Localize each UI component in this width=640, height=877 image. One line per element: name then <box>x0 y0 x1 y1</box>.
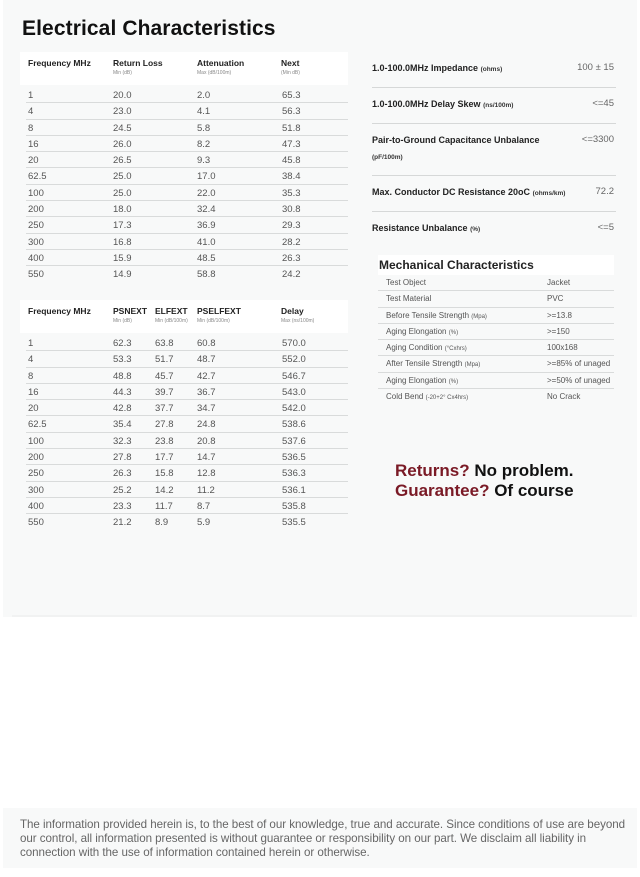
mechanical-value: No Crack <box>547 392 581 402</box>
table-cell: 24.8 <box>197 419 216 431</box>
spec-value: 72.2 <box>595 186 614 197</box>
table-cell: 570.0 <box>282 338 306 349</box>
table-cell: 22.0 <box>197 187 216 199</box>
mechanical-label-text: Test Object <box>386 278 427 287</box>
mechanical-label <box>386 392 468 401</box>
mechanical-row <box>378 324 614 340</box>
mechanical-label <box>386 311 487 320</box>
table-cell: 51.8 <box>282 122 301 134</box>
table-cell: 400 <box>28 500 44 512</box>
mechanical-unit: (Mpa) <box>471 313 487 320</box>
table-cell: 32.4 <box>197 204 216 216</box>
table-cell: 41.0 <box>197 236 216 248</box>
spec-label <box>372 184 572 202</box>
table-cell: 29.3 <box>282 220 301 232</box>
table-cell: 550 <box>28 517 44 529</box>
table-cell: 536.3 <box>282 468 306 480</box>
table-row <box>26 136 348 152</box>
table-row <box>26 400 348 416</box>
mechanical-label <box>386 343 467 352</box>
mechanical-row <box>378 291 614 307</box>
table-cell: 15.9 <box>113 252 132 264</box>
table-row <box>26 234 348 250</box>
spec-item <box>372 124 616 176</box>
spec-label-text: Resistance Unbalance <box>372 223 468 233</box>
table-row <box>26 384 348 400</box>
table-cell: 300 <box>28 236 44 248</box>
slogan-answer-returns: No problem. <box>469 461 574 480</box>
table-cell: 5.8 <box>197 122 211 134</box>
table-cell: 17.3 <box>113 220 132 232</box>
table-cell: 24.5 <box>113 122 132 134</box>
table-cell: 536.5 <box>282 452 306 464</box>
table-cell: 18.0 <box>113 204 132 216</box>
table-cell: 63.8 <box>155 338 174 349</box>
table-cell: 535.8 <box>282 500 306 512</box>
table-cell: 28.2 <box>282 236 301 248</box>
table-row <box>26 168 348 184</box>
table-cell: 543.0 <box>282 386 306 398</box>
mechanical-label <box>386 376 458 385</box>
mechanical-label-text: After Tensile Strength <box>386 359 463 369</box>
mechanical-label-text: Before Tensile Strength <box>386 310 470 320</box>
spec-value: 100 ± 15 <box>577 62 614 73</box>
table-cell: 8 <box>28 122 34 134</box>
table-cell: 8.2 <box>197 138 211 150</box>
table-row <box>26 514 348 530</box>
table-cell: 1 <box>28 90 34 101</box>
table-row <box>26 368 348 384</box>
table-cell: 4 <box>28 354 34 366</box>
table-row <box>26 152 348 168</box>
table-cell: 32.3 <box>113 435 132 447</box>
mechanical-row <box>378 275 614 291</box>
table-cell: 546.7 <box>282 370 306 382</box>
table-cell: 23.0 <box>113 106 132 118</box>
slogan-line-2 <box>395 481 574 501</box>
table-row <box>26 266 348 282</box>
spec-label-text: Max. Conductor DC Resistance 20oC <box>372 187 531 197</box>
column-header-psnext: PSNEXT Min (dB) <box>113 306 148 324</box>
mechanical-unit: (°Cxhrs) <box>444 346 467 353</box>
table-cell: 62.5 <box>28 171 47 183</box>
table-cell: 4 <box>28 106 34 118</box>
table-cell: 27.8 <box>113 452 132 464</box>
table-row <box>26 482 348 498</box>
table-cell: 51.7 <box>155 354 174 366</box>
mechanical-label <box>386 327 458 336</box>
table-cell: 26.3 <box>113 468 132 480</box>
table-cell: 20 <box>28 155 39 167</box>
table-row <box>26 498 348 514</box>
table-row <box>26 335 348 351</box>
mechanical-label <box>386 278 426 287</box>
slogan-question-guarantee: Guarantee? <box>395 481 490 500</box>
spec-value: <=3300 <box>581 134 614 145</box>
table-cell: 16 <box>28 386 39 398</box>
mechanical-row <box>378 340 614 356</box>
mechanical-label-text: Test Material <box>386 294 432 304</box>
table-cell: 250 <box>28 220 44 232</box>
table-cell: 23.3 <box>113 500 132 512</box>
table-header <box>20 300 348 333</box>
mechanical-unit: (-20+2° Cx4hrs) <box>425 395 469 402</box>
mechanical-row <box>378 389 614 405</box>
spec-unit: (ohms/km) <box>532 190 566 197</box>
table-cell: 17.7 <box>155 452 174 464</box>
table-cell: 20 <box>28 403 39 415</box>
slogan-answer-guarantee: Of course <box>489 481 574 500</box>
table-body <box>20 335 348 531</box>
slogan <box>395 461 574 501</box>
table-cell: 536.1 <box>282 484 306 496</box>
table-cell: 30.8 <box>282 204 301 216</box>
table-row <box>26 465 348 481</box>
mechanical-row <box>378 308 614 324</box>
spec-label <box>372 60 572 78</box>
slogan-line-1 <box>395 461 574 481</box>
table-cell: 25.0 <box>113 171 132 183</box>
table-cell: 25.2 <box>113 484 132 496</box>
mechanical-unit: (%) <box>448 329 459 336</box>
column-header-frequency: Frequency MHz <box>28 58 91 68</box>
electrical-specs-list <box>372 52 616 247</box>
spec-label-text: Pair-to-Ground Capacitance Unbalance <box>372 135 540 145</box>
table-cell: 26.3 <box>282 252 301 264</box>
table-row <box>26 103 348 119</box>
spec-unit: (%) <box>470 226 481 233</box>
table-cell: 44.3 <box>113 386 132 398</box>
table-cell: 538.6 <box>282 419 306 431</box>
mechanical-row <box>378 356 614 372</box>
table-cell: 48.5 <box>197 252 216 264</box>
table-cell: 26.5 <box>113 155 132 167</box>
table-cell: 300 <box>28 484 44 496</box>
table-cell: 24.2 <box>282 269 301 281</box>
mechanical-title: Mechanical Characteristics <box>379 258 534 272</box>
spec-item <box>372 52 616 88</box>
table-row <box>26 433 348 449</box>
spec-item <box>372 176 616 212</box>
table-cell: 16.8 <box>113 236 132 248</box>
table-cell: 14.9 <box>113 269 132 281</box>
table-cell: 542.0 <box>282 403 306 415</box>
table-cell: 34.7 <box>197 403 216 415</box>
table-cell: 9.3 <box>197 155 211 167</box>
table-row <box>26 449 348 465</box>
table-cell: 38.4 <box>282 171 301 183</box>
table-cell: 2.0 <box>197 90 211 101</box>
table-cell: 36.7 <box>197 386 216 398</box>
table-row <box>26 87 348 103</box>
table-cell: 37.7 <box>155 403 174 415</box>
mechanical-label <box>386 294 431 303</box>
mechanical-label-text: Aging Elongation <box>386 326 447 336</box>
table-row <box>26 120 348 136</box>
mechanical-value: PVC <box>547 294 564 304</box>
spec-item <box>372 212 616 247</box>
table-cell: 20.0 <box>113 90 132 101</box>
mechanical-value: >=50% of unaged <box>547 375 611 385</box>
table-cell: 14.2 <box>155 484 174 496</box>
spec-value: <=5 <box>597 222 614 233</box>
spec-label-text: 1.0-100.0MHz Delay Skew <box>372 99 481 109</box>
table-cell: 11.7 <box>155 500 173 512</box>
table-cell: 36.9 <box>197 220 216 232</box>
table-cell: 56.3 <box>282 106 301 118</box>
table-cell: 48.7 <box>197 354 216 366</box>
table-cell: 17.0 <box>197 171 216 183</box>
table-cell: 53.3 <box>113 354 132 366</box>
table-cell: 45.8 <box>282 155 301 167</box>
mechanical-unit: (Mpa) <box>464 362 481 369</box>
mechanical-value: 100x168 <box>547 343 578 353</box>
mechanical-label-text: Aging Condition <box>386 343 443 353</box>
table-cell: 400 <box>28 252 44 264</box>
mechanical-characteristics <box>378 255 614 405</box>
slogan-question-returns: Returns? <box>395 461 470 480</box>
spec-item <box>372 88 616 124</box>
column-header-next: Next (Min dB) <box>281 58 300 76</box>
table-cell: 4.1 <box>197 106 211 118</box>
electrical-table-1 <box>20 52 348 283</box>
table-cell: 25.0 <box>113 187 132 199</box>
table-cell: 42.8 <box>113 403 132 415</box>
table-row <box>26 416 348 432</box>
table-row <box>26 201 348 217</box>
column-header-elfext: ELFEXT Min (dB/100m) <box>155 306 188 324</box>
column-header-pselfext: PSELFEXT Min (dB/100m) <box>197 306 241 324</box>
table-cell: 8.9 <box>155 517 169 529</box>
table-cell: 45.7 <box>155 370 174 382</box>
table-cell: 14.7 <box>197 452 216 464</box>
spec-unit: (ns/100m) <box>483 102 514 109</box>
table-cell: 15.8 <box>155 468 174 480</box>
table-cell: 35.3 <box>282 187 301 199</box>
table-row <box>26 217 348 233</box>
table-row <box>26 351 348 367</box>
table-cell: 250 <box>28 468 44 480</box>
table-row <box>26 185 348 201</box>
column-header-delay: Delay Max (ns/100m) <box>281 306 315 324</box>
table-cell: 62.3 <box>113 338 132 349</box>
table-cell: 550 <box>28 269 44 281</box>
table-cell: 23.8 <box>155 435 174 447</box>
mechanical-value: >=150 <box>547 326 570 336</box>
disclaimer-text: The information provided herein is, to the best of our knowledge, true and accurate. Since conditions of use are beyond our control, all information presented is without guarantee or responsibility on our part. We disclaim all liability in connection with the use of information contained herein or otherwise. <box>20 818 626 859</box>
table-cell: 39.7 <box>155 386 174 398</box>
table-cell: 62.5 <box>28 419 47 431</box>
spec-label <box>372 132 572 166</box>
table-cell: 27.8 <box>155 419 174 431</box>
mechanical-label-text: Aging Elongation <box>386 375 447 385</box>
table-row <box>26 250 348 266</box>
column-header-attenuation: Attenuation Max (dB/100m) <box>197 58 245 76</box>
column-header-frequency: Frequency MHz <box>28 306 91 316</box>
spec-label <box>372 220 572 238</box>
table-cell: 552.0 <box>282 354 306 366</box>
spec-label-text: 1.0-100.0MHz Impedance <box>372 63 479 73</box>
spec-value: <=45 <box>592 98 614 109</box>
divider <box>12 615 632 617</box>
table-cell: 35.4 <box>113 419 132 431</box>
table-cell: 16 <box>28 138 39 150</box>
table-cell: 1 <box>28 338 34 349</box>
electrical-table-2 <box>20 300 348 531</box>
mechanical-table-body <box>378 275 614 405</box>
column-header-return-loss: Return Loss Min (dB) <box>113 58 163 76</box>
table-cell: 537.6 <box>282 435 306 447</box>
table-cell: 42.7 <box>197 370 216 382</box>
table-cell: 48.8 <box>113 370 132 382</box>
spec-unit: (pF/100m) <box>372 154 403 161</box>
table-cell: 60.8 <box>197 338 216 349</box>
table-cell: 58.8 <box>197 269 216 281</box>
table-header <box>20 52 348 85</box>
table-cell: 200 <box>28 452 44 464</box>
page-title: Electrical Characteristics <box>22 17 276 40</box>
table-cell: 26.0 <box>113 138 132 150</box>
table-cell: 12.8 <box>197 468 216 480</box>
table-cell: 100 <box>28 435 44 447</box>
table-cell: 21.2 <box>113 517 132 529</box>
mechanical-label <box>386 359 480 368</box>
table-cell: 47.3 <box>282 138 301 150</box>
table-cell: 65.3 <box>282 90 301 101</box>
mechanical-label-text: Cold Bend <box>386 392 424 402</box>
table-cell: 8 <box>28 370 34 382</box>
table-body <box>20 87 348 283</box>
mechanical-row <box>378 373 614 389</box>
mechanical-header <box>378 255 614 275</box>
spec-label <box>372 96 572 114</box>
table-cell: 535.5 <box>282 517 306 529</box>
mechanical-value: >=85% of unaged <box>547 359 611 369</box>
table-cell: 100 <box>28 187 44 199</box>
spec-unit: (ohms) <box>480 66 503 73</box>
table-cell: 11.2 <box>197 484 215 496</box>
mechanical-unit: (%) <box>448 378 459 385</box>
table-cell: 8.7 <box>197 500 211 512</box>
table-cell: 5.9 <box>197 517 211 529</box>
table-cell: 20.8 <box>197 435 216 447</box>
mechanical-value: Jacket <box>547 278 571 287</box>
table-cell: 200 <box>28 204 44 216</box>
mechanical-value: >=13.8 <box>547 310 572 320</box>
